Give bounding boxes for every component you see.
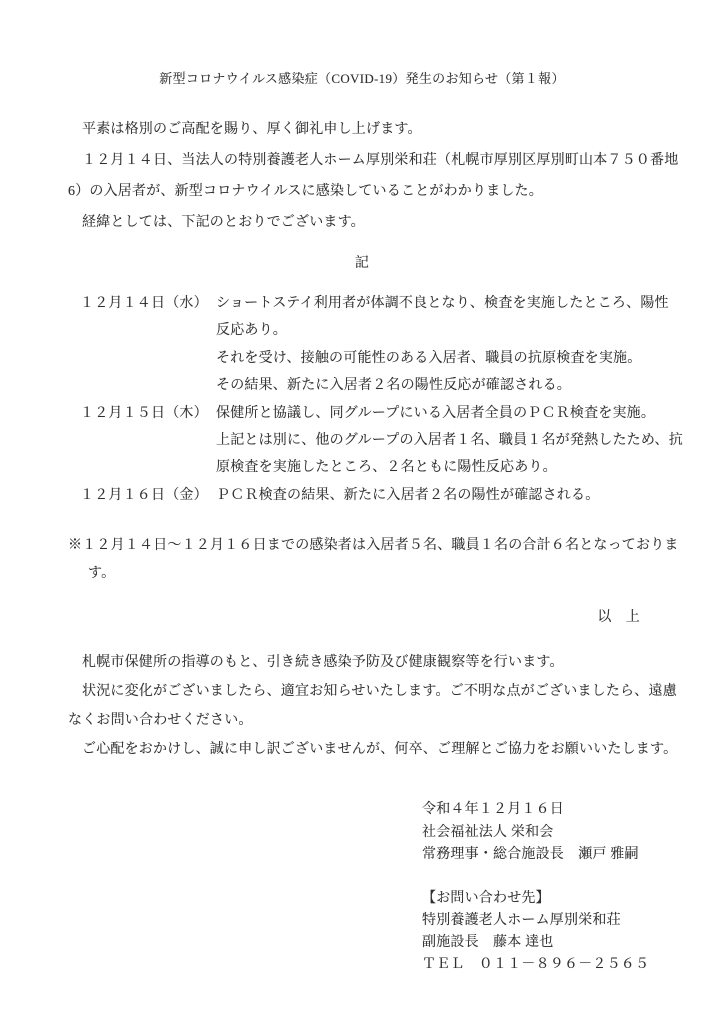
- timeline-line: その結果、新たに入居者２名の陽性反応が確認される。: [216, 378, 571, 394]
- contact-facility: 特別養護老人ホーム厚別栄和荘: [422, 913, 621, 928]
- signature-date: 令和４年１２月１６日: [422, 802, 564, 817]
- intro-section: [68, 114, 680, 238]
- closing-mark: 以 上: [597, 610, 640, 625]
- contact-tel: ＴＥＬ ０１１－８９６－２５６５: [422, 957, 650, 972]
- timeline-section: [80, 290, 690, 509]
- timeline-entry: [80, 482, 690, 509]
- timeline-line: 上記とは別に、他のグループの入居者１名、職員１名が発熱したため、抗: [216, 433, 683, 449]
- closing-paragraph: 札幌市保健所の指導のもと、引き続き感染予防及び健康観察等を行います。: [82, 655, 564, 670]
- timeline-date: １２月１４日（水）: [80, 296, 208, 311]
- closing-paragraph: ご心配をおかけし、誠に申し訳ございませんが、何卒、ご理解とご協力をお願いいたします。: [82, 742, 678, 757]
- timeline-line: 保健所と協議し、同グループにいる入居者全員のＰＣＲ検査を実施。: [216, 405, 656, 421]
- timeline-line: ＰＣＲ検査の結果、新たに入居者２名の陽性が確認される。: [216, 487, 600, 503]
- contact-block: [422, 888, 649, 976]
- timeline-line: 反応あり。: [216, 323, 287, 339]
- timeline-date: １２月１６日（金）: [80, 487, 208, 503]
- intro-paragraph: １２月１４日、当法人の特別養護老人ホーム厚別栄和荘（札幌市厚別区厚別町山本７５０番地6）の入居者が、新型コロナウイルスに感染していることがわかりました。: [68, 153, 679, 199]
- timeline-line: 原検査を実施したところ、２名ともに陽性反応あり。: [216, 460, 557, 476]
- intro-paragraph: 経緯としては、下記のとおりでございます。: [82, 215, 365, 230]
- timeline-entry-content: [216, 400, 690, 482]
- record-heading: 記: [354, 256, 370, 271]
- signature-signer: 常務理事・総合施設長 瀬戸 雅嗣: [422, 847, 639, 862]
- timeline-date: １２月１５日（木）: [80, 405, 208, 421]
- contact-heading: 【お問い合わせ先】: [422, 891, 550, 906]
- timeline-line: それを受け、接触の可能性のある入居者、職員の抗原検査を実施。: [216, 350, 642, 366]
- closing-paragraph: 状況に変化がございましたら、適宜お知らせいたします。ご不明な点がございましたら、遠慮なくお問い合わせください。: [68, 684, 677, 728]
- document-title: 新型コロナウイルス感染症（COVID-19）発生のお知らせ（第１報）: [159, 71, 565, 86]
- timeline-entry-content: [216, 290, 690, 400]
- signature-organization: 社会福祉法人 栄和会: [422, 824, 554, 840]
- timeline-entry-content: [216, 482, 690, 509]
- summary-note: ※１２月１４日～１２月１６日までの感染者は入居者５名、職員１名の合計６名となっております。: [68, 538, 679, 581]
- timeline-line: ショートステイ利用者が体調不良となり、検査を実施したところ、陽性: [216, 296, 669, 311]
- contact-person: 副施設長 藤本 達也: [422, 935, 554, 950]
- timeline-entry: [80, 290, 690, 400]
- intro-paragraph: 平素は格別のご高配を賜り、厚く御礼申し上げます。: [82, 122, 422, 137]
- timeline-entry: [80, 400, 690, 482]
- signature-block: [422, 799, 639, 867]
- closing-section: [68, 648, 680, 764]
